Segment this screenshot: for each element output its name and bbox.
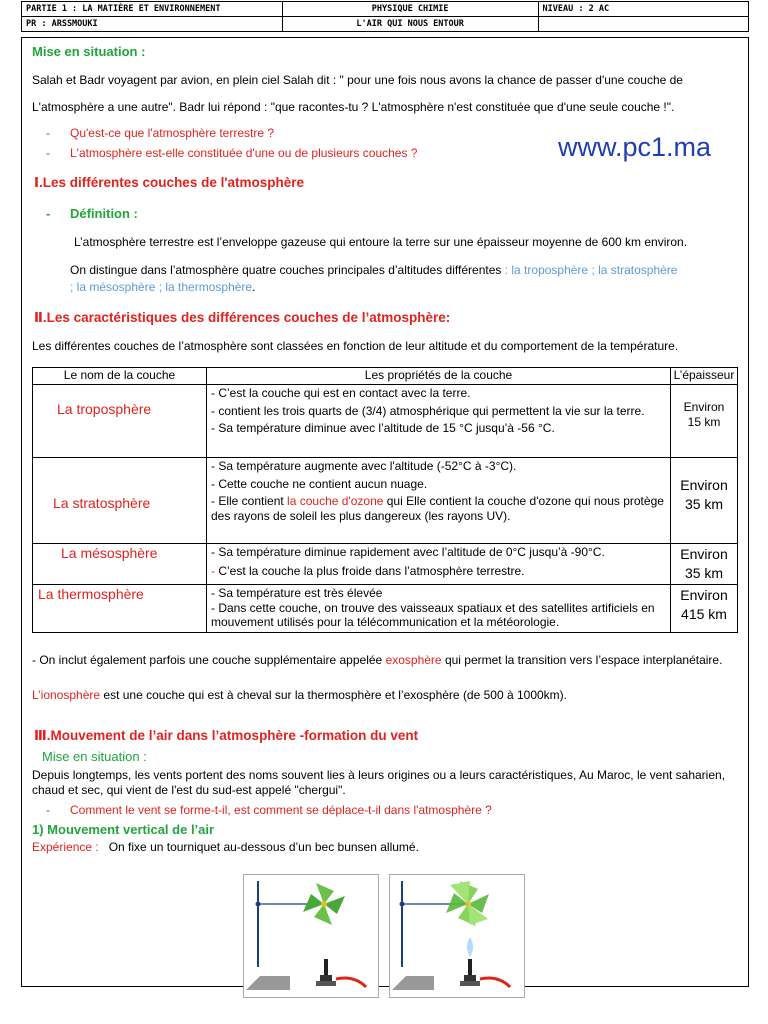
thickness-value: 415 km xyxy=(681,606,727,622)
prop-line-coldest xyxy=(211,564,666,579)
layer-props-troposphere xyxy=(207,385,671,458)
note-text: - On inclut également parfois une couche supplémentaire appelée xyxy=(32,653,386,667)
header-partie: PARTIE 1 : LA MATIÈRE ET ENVIRONNEMENT xyxy=(22,2,283,17)
note-text: est une couche qui est à cheval sur la thermosphère et l’exosphère (de 500 à 1000km). xyxy=(100,688,568,702)
layers-intro xyxy=(70,263,677,278)
layer-thickness-stratosphere xyxy=(671,458,738,544)
section2-intro: Les différentes couches de l’atmosphère sont classées en fonction de leur altitude et du comportement de la température. xyxy=(32,339,679,353)
col-header-thickness: L’épaisseur xyxy=(671,368,738,385)
table-row xyxy=(33,385,738,458)
header-niveau: NIVEAU : 2 AC xyxy=(538,2,748,17)
experiment-label: Expérience : xyxy=(32,840,99,854)
header-matiere: PHYSIQUE CHIMIE xyxy=(282,2,538,17)
layer-name-stratosphere: La stratosphère xyxy=(33,458,207,544)
intro-line1: Salah et Badr voyagent par avion, en plein ciel Salah dit : " pour une fois nous avons la chance de passer d'une couche de xyxy=(32,73,683,87)
thickness-value: 15 km xyxy=(687,415,721,429)
prop-text: C’est la couche la plus froide dans l’atmosphère terrestre. xyxy=(218,563,525,578)
prop-line: - Sa température est très élevée xyxy=(211,586,383,600)
prop-line: - Sa température augmente avec l'altitude (-52°C à -3°C). xyxy=(211,459,517,473)
bunsen-burner-icon xyxy=(316,959,366,987)
layers-period: . xyxy=(252,280,256,294)
thickness-value: 35 km xyxy=(684,496,724,512)
diagram-drawing xyxy=(244,875,378,997)
bunsen-burner-icon xyxy=(460,959,510,987)
thickness-label: Environ xyxy=(680,477,728,493)
question-1: Qu'est-ce que l'atmosphère terrestre ? xyxy=(70,126,275,140)
website-link[interactable]: www.pc1.ma xyxy=(558,132,712,162)
layers-line2 xyxy=(70,280,255,295)
ionosphere-note xyxy=(32,688,567,703)
layer-name-troposphere: La troposphère xyxy=(33,385,207,458)
intro-line2: L'atmosphère a une autre". Badr lui répond : "que racontes-tu ? L'atmosphère n'est constituée que d'une seule couche !". xyxy=(32,100,675,114)
note-text: qui permet la transition vers l’espace interplanétaire. xyxy=(441,653,723,667)
header-prof: PR : ARSSMOUKI xyxy=(22,17,283,32)
layers-list-2: ; la mésosphère ; la thermosphère xyxy=(70,280,253,294)
exosphere-note xyxy=(32,652,732,668)
prop-line: - Dans cette couche, on trouve des vaisseaux spatiaux et des satellites artificiels en mouvement utilisés pour la télécommunication et la météorologie. xyxy=(211,600,655,629)
section3-sub1: 1) Mouvement vertical de l’air xyxy=(32,822,215,837)
thickness-value: 35 km xyxy=(684,565,724,581)
layers-table xyxy=(32,367,738,633)
experiment-diagram-2 xyxy=(389,874,525,998)
layer-thickness-troposphere xyxy=(671,385,738,458)
section1-title: Ⅰ.Les différentes couches de l'atmosphère xyxy=(34,175,305,190)
question-dash-2: - xyxy=(46,146,50,160)
prop-line: - contient les trois quarts de (3/4) atmosphérique qui permettent la vie sur la terre. xyxy=(211,403,645,418)
experiment-text: On fixe un tourniquet au-dessous d’un bec bunsen allumé. xyxy=(108,840,419,854)
layer-thickness-thermosphere xyxy=(671,585,738,633)
header-table xyxy=(21,1,749,32)
layer-name-thermosphere: La thermosphère xyxy=(33,585,207,633)
layer-name-mesosphere: La mésosphère xyxy=(33,544,207,585)
section3-text: Depuis longtemps, les vents portent des noms souvent lies à leurs origines ou a leurs caractéristiques, Au Maroc, le vent saharien, chaud et sec, qui vient de l'est du sud-est appelé "chergui". xyxy=(32,768,726,797)
exosphere-highlight: exosphère xyxy=(385,653,442,667)
section3-question-dash: - xyxy=(46,803,50,817)
definition-heading: Définition : xyxy=(70,206,138,221)
thickness-label: Environ xyxy=(680,587,728,603)
question-dash-1: - xyxy=(46,126,50,140)
col-header-name: Le nom de la couche xyxy=(33,368,207,385)
section3-question: Comment le vent se forme-t-il, est comment se déplace-t-il dans l'atmosphère ? xyxy=(70,803,492,817)
prop-line-ozone xyxy=(211,494,666,523)
prop-line: - C’est la couche qui est en contact avec la terre. xyxy=(211,386,471,400)
ozone-highlight: la couche d'ozone xyxy=(287,494,384,508)
thickness-label: Environ xyxy=(680,546,728,562)
prop-dash: - xyxy=(211,563,219,578)
layers-list-1: : la troposphère ; la stratosphère xyxy=(504,263,678,277)
pinwheel-icon xyxy=(446,881,489,926)
definition-text: L’atmosphère terrestre est l’enveloppe gazeuse qui entoure la terre sur une épaisseur moyenne de 600 km environ. xyxy=(74,235,688,249)
layer-thickness-mesosphere xyxy=(671,544,738,585)
experiment-line xyxy=(32,840,419,855)
prop-line: - Sa température diminue rapidement avec l’altitude de 0°C jusqu’à -90°C. xyxy=(211,545,605,559)
table-row xyxy=(33,544,738,585)
table-header-row xyxy=(33,368,738,385)
layer-props-thermosphere xyxy=(207,585,671,633)
prop-text: qui Elle contient la couche d'ozone qui nous protège des rayons de soleil les plus dangereux (les rayons UV). xyxy=(211,494,664,523)
table-row xyxy=(33,458,738,544)
section2-title: Ⅱ.Les caractéristiques des différences couches de l’atmosphère: xyxy=(34,310,451,325)
definition-dash: - xyxy=(46,206,51,221)
layers-intro-text: On distingue dans l’atmosphère quatre couches principales d’altitudes différentes xyxy=(70,263,502,277)
question-2: L'atmosphère est-elle constituée d'une ou de plusieurs couches ? xyxy=(70,146,418,160)
layer-props-mesosphere xyxy=(207,544,671,585)
thickness-label: Environ xyxy=(683,400,725,414)
col-header-props: Les propriétés de la couche xyxy=(207,368,671,385)
section3-title: Ⅲ.Mouvement de l’air dans l’atmosphère -formation du vent xyxy=(34,728,419,743)
intro-heading: Mise en situation : xyxy=(32,44,146,59)
header-titre: L'AIR QUI NOUS ENTOUR xyxy=(282,17,538,32)
experiment-diagram-1 xyxy=(243,874,379,998)
flame-icon xyxy=(467,937,473,957)
diagram-drawing xyxy=(390,875,524,997)
table-row xyxy=(33,585,738,633)
prop-line: - Sa température diminue avec l’altitude de 15 °C jusqu’à -56 °C. xyxy=(211,421,555,435)
ionosphere-highlight: L’ionosphère xyxy=(32,688,101,702)
prop-text: - Elle contient xyxy=(211,494,288,508)
pinwheel-icon xyxy=(303,883,345,925)
prop-line: - Cette couche ne contient aucun nuage. xyxy=(211,476,428,491)
header-empty xyxy=(538,17,748,32)
layer-props-stratosphere xyxy=(207,458,671,544)
section3-mise: Mise en situation : xyxy=(42,749,147,764)
